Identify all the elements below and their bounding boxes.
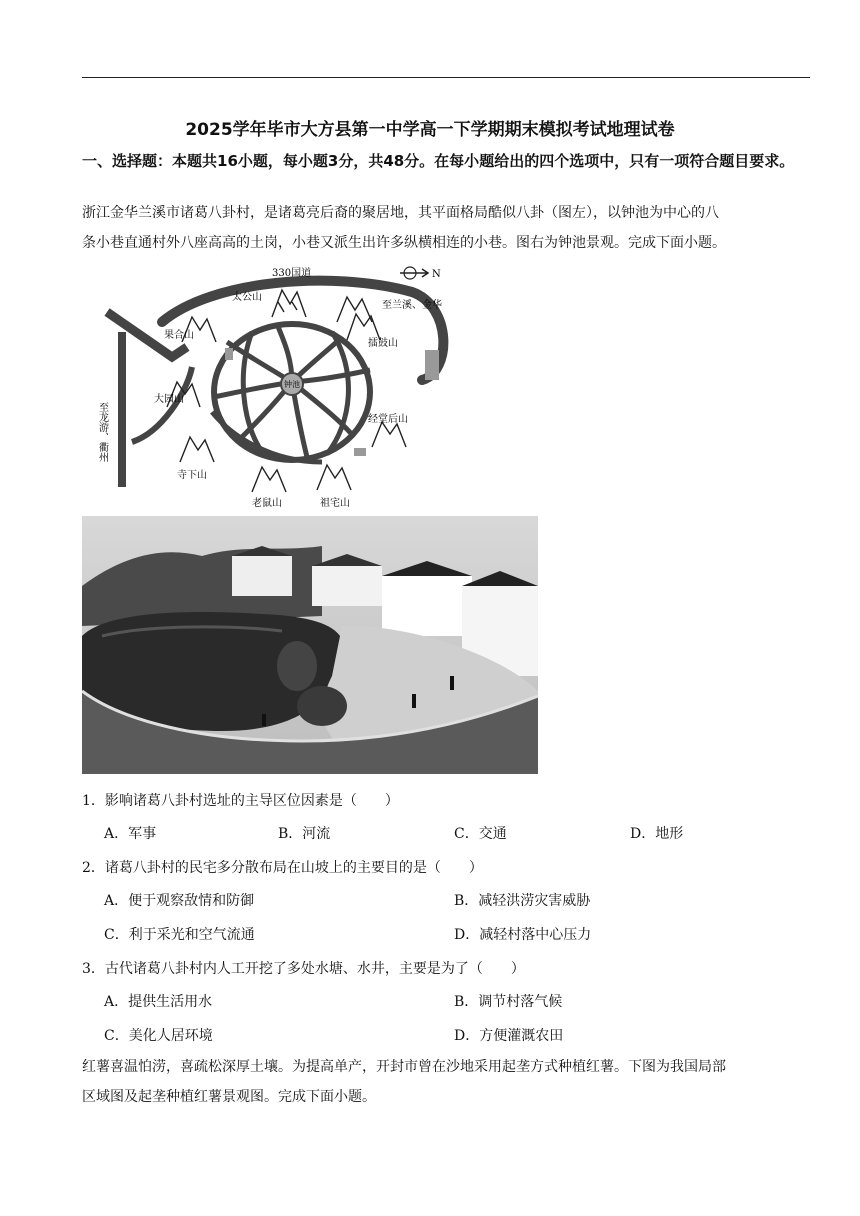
svg-text:经堂后山: 经堂后山 <box>368 414 408 425</box>
q1-option-a[interactable]: A．军事 <box>104 826 157 842</box>
q1-option-c[interactable]: C．交通 <box>454 826 507 842</box>
road-label: 330国道 <box>272 268 312 279</box>
intro-paragraph-1: 浙江金华兰溪市诸葛八卦村，是诸葛亮后裔的聚居地，其平面格局酷似八卦（图左），以钟池为中心的八 条小巷直通村外八座高高的土岗，小巷又派生出许多纵横相连的小巷。图右为钟池景观。完成下面小题。 <box>82 205 726 251</box>
q3-option-c[interactable]: C．美化人居环境 <box>104 1028 213 1044</box>
north-arrow-icon <box>400 267 428 279</box>
zhongchi-photo <box>82 516 538 774</box>
q2-option-b[interactable]: B．减轻洪涝灾害威胁 <box>454 893 591 909</box>
village-map <box>92 262 472 512</box>
svg-text:N: N <box>432 269 441 280</box>
to-west-label: 至龙游、衢州 <box>96 402 108 462</box>
intro-paragraph-2: 红薯喜温怕涝，喜疏松深厚土壤。为提高单产，开封市曾在沙地采用起垄方式种植红薯。下图为我国局部 区域图及起垄种植红薯景观图。完成下面小题。 <box>82 1059 726 1105</box>
svg-text:擂鼓山: 擂鼓山 <box>368 338 398 349</box>
section-instructions: 一、选择题：本题共16小题，每小题3分，共48分。在每小题给出的四个选项中，只有一项符合题目要求。 <box>82 152 795 170</box>
question-3: 3．古代诸葛八卦村内人工开挖了多处水塘、水井，主要是为了（ ） <box>82 961 525 977</box>
svg-text:祖宅山: 祖宅山 <box>320 498 350 509</box>
question-2: 2．诸葛八卦村的民宅多分散布局在山坡上的主要目的是（ ） <box>82 860 483 876</box>
svg-text:老鼠山: 老鼠山 <box>252 498 282 509</box>
q2-option-a[interactable]: A．便于观察敌情和防御 <box>104 893 255 909</box>
svg-text:寺下山: 寺下山 <box>177 470 207 481</box>
q1-option-b[interactable]: B．河流 <box>278 826 331 842</box>
svg-text:果合山: 果合山 <box>164 330 194 341</box>
to-east-label: 至兰溪、金华 <box>382 300 442 311</box>
page-title: 2025学年毕市大方县第一中学高一下学期期末模拟考试地理试卷 <box>185 120 675 140</box>
q2-option-c[interactable]: C．利于采光和空气流通 <box>104 927 255 943</box>
q3-option-b[interactable]: B．调节村落气候 <box>454 994 563 1010</box>
question-1: 1．影响诸葛八卦村选址的主导区位因素是（ ） <box>82 793 399 809</box>
map-center-label: 钟池 <box>284 380 300 389</box>
header-rule <box>82 77 810 78</box>
q1-option-d[interactable]: D．地形 <box>630 826 684 842</box>
q3-option-a[interactable]: A．提供生活用水 <box>104 994 213 1010</box>
svg-text:大园山: 大园山 <box>154 394 184 405</box>
q3-option-d[interactable]: D．方便灌溉农田 <box>454 1028 564 1044</box>
svg-text:太公山: 太公山 <box>232 292 262 303</box>
q2-option-d[interactable]: D．减轻村落中心压力 <box>454 927 592 943</box>
